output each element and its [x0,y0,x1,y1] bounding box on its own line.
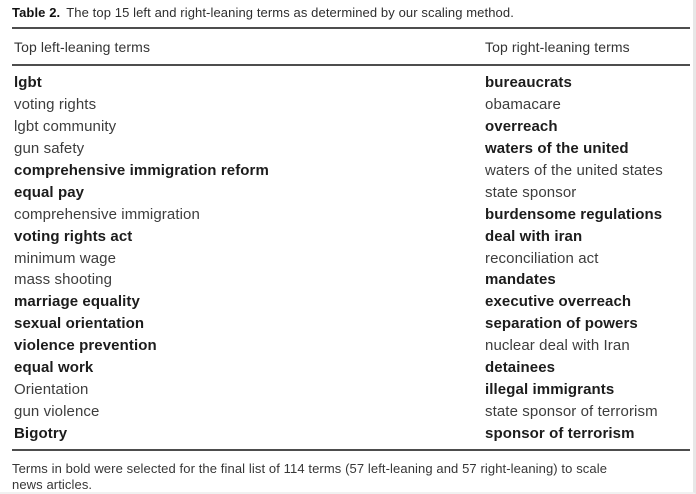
left-term: comprehensive immigration reform [14,162,269,179]
left-term: sexual orientation [14,315,145,333]
right-term: overreach [485,118,558,136]
table-row [14,94,687,116]
table-body [12,66,687,449]
table-row [14,422,687,444]
left-term: marriage equality [14,293,140,311]
left-term: voting rights [14,96,97,114]
table-row [14,247,687,269]
left-term: mass shooting [14,271,113,289]
left-column-header: Top left-leaning terms [14,39,151,55]
table-footnote-line-1: Terms in bold were selected for the final list of 114 terms (57 left-leaning and 57 right-leaning) to scale [12,461,608,477]
table-caption-number: Table 2. [12,5,61,20]
table-row [14,269,687,291]
right-term: waters of the united states [485,162,663,179]
table-row [14,335,687,357]
right-term: illegal immigrants [485,380,615,398]
table-row [14,291,687,313]
left-term: lgbt [14,74,42,92]
table-row [14,313,687,335]
right-term: nuclear deal with Iran [485,337,630,355]
table-row [14,160,687,182]
right-term: state sponsor [485,183,577,201]
table-row [14,72,687,94]
left-term: minimum wage [14,249,117,267]
right-term: separation of powers [485,315,638,333]
table-row [14,138,687,160]
divider-bottom [12,449,690,451]
right-term: state sponsor of terrorism [485,402,658,420]
table-footnote [12,461,687,493]
table-row [14,181,687,203]
left-term: gun violence [14,402,100,420]
left-term: comprehensive immigration [14,205,200,223]
table-footnote-line-2: news articles. [12,477,93,493]
right-term: executive overreach [485,293,632,311]
right-column-header: Top right-leaning terms [485,39,630,55]
table-row [14,203,687,225]
table-row [14,225,687,247]
table-row [14,116,687,138]
right-term: burdensome regulations [485,205,663,223]
left-term: equal work [14,359,94,377]
right-term: detainees [485,359,556,377]
right-term: mandates [485,271,556,289]
left-term: Orientation [14,380,89,398]
table-row [14,400,687,422]
table-row [14,378,687,400]
left-term: gun safety [14,140,85,158]
left-term: equal pay [14,183,85,201]
table-row [14,357,687,379]
right-term: sponsor of terrorism [485,424,635,442]
left-term: lgbt community [14,118,117,136]
right-term: bureaucrats [485,74,572,92]
right-term: waters of the united [485,140,629,158]
left-term: voting rights act [14,227,133,245]
left-term: violence prevention [14,337,157,355]
right-term: obamacare [485,96,561,114]
table-caption [12,4,687,21]
right-term: reconciliation act [485,249,599,267]
table-caption-text: The top 15 left and right-leaning terms as determined by our scaling method. [66,5,514,20]
left-term: Bigotry [14,424,68,442]
right-term: deal with iran [485,227,583,245]
column-headers [12,29,690,64]
